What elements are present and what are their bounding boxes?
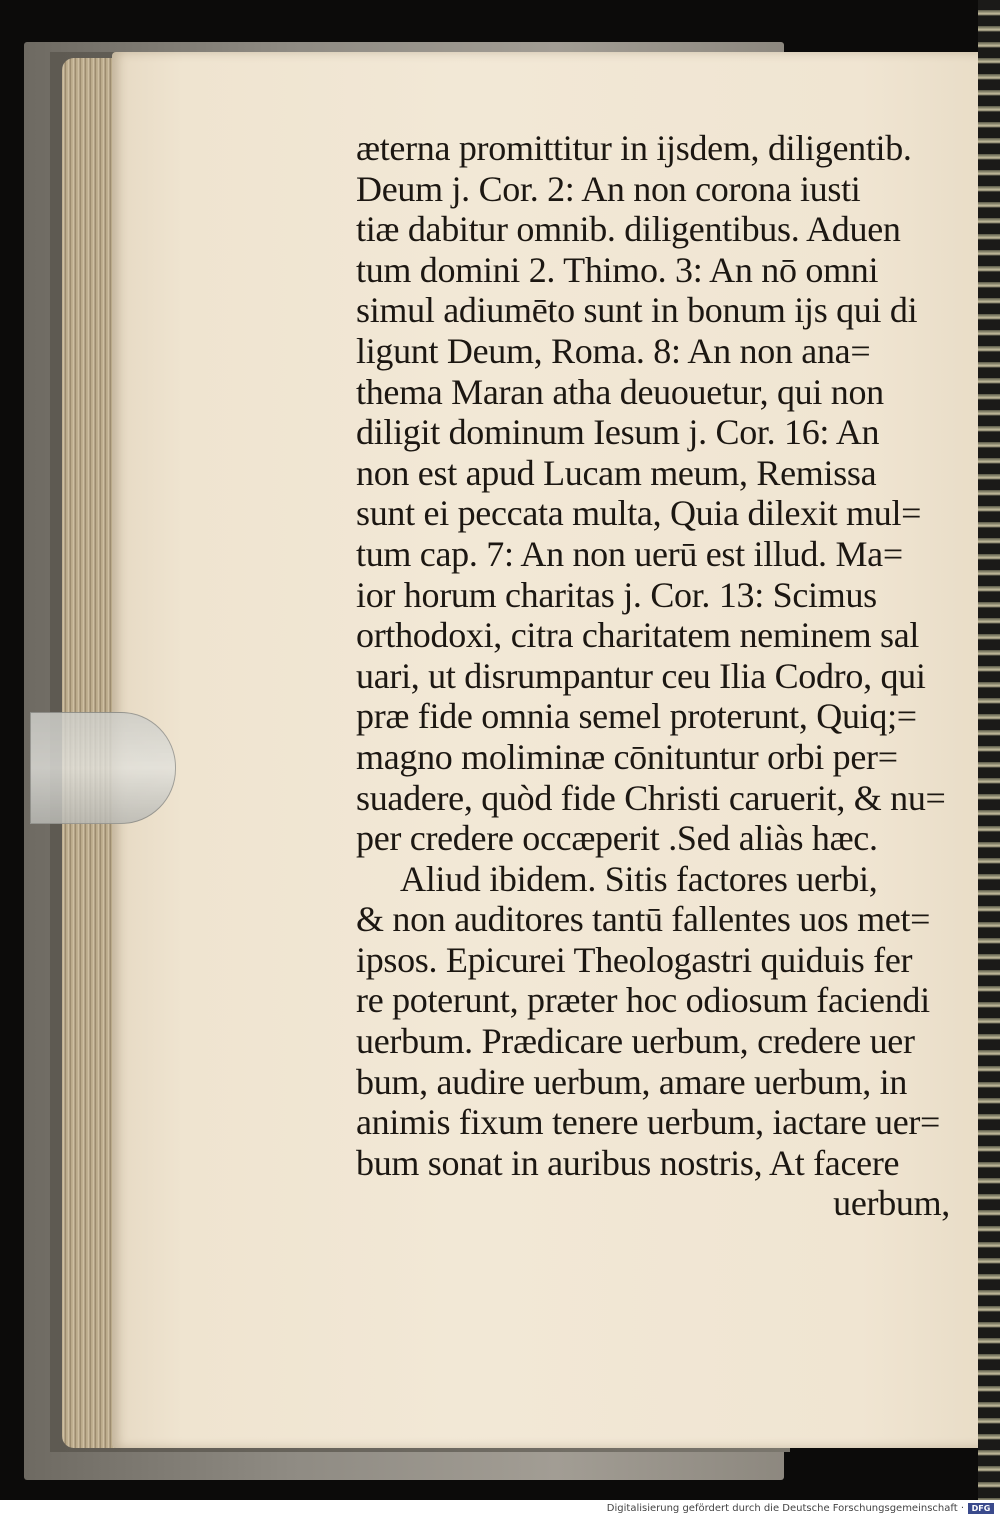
- text-line: tiæ dabitur omnib. diligentibus. Aduen: [356, 209, 901, 250]
- text-line: diligit dominum Iesum j. Cor. 16: An: [356, 412, 880, 453]
- text-line: præ fide omnia semel proterunt, Quiq;=: [356, 696, 917, 737]
- text-line: non est apud Lucam meum, Remissa: [356, 452, 877, 493]
- text-line: per credere occæperit .Sed aliàs hæc.: [356, 818, 878, 859]
- page-clip: [30, 712, 176, 824]
- footer-bar: [0, 1500, 1000, 1517]
- text-line: Deum j. Cor. 2: An non corona iusti: [356, 168, 861, 209]
- text-line: re poterunt, præter hoc odiosum faciendi: [356, 980, 930, 1021]
- text-line: ipsos. Epicurei Theologastri quiduis fer: [356, 939, 913, 980]
- page-text: [356, 128, 956, 1224]
- text-line: magno moliminæ cōnituntur orbi per=: [356, 736, 898, 777]
- text-line: tum domini 2. Thimo. 3: An nō omni: [356, 249, 879, 290]
- text-line: simul adiumēto sunt in bonum ijs qui di: [356, 290, 918, 331]
- dfg-logo: DFG: [968, 1503, 994, 1514]
- funding-credit: Digitalisierung gefördert durch die Deutsche Forschungsgemeinschaft ·: [606, 1503, 964, 1514]
- text-line: orthodoxi, citra charitatem neminem sal: [356, 615, 920, 656]
- text-line: uerbum. Prædicare uerbum, credere uer: [356, 1021, 915, 1062]
- text-line: bum sonat in auribus nostris, At facere: [356, 1142, 900, 1183]
- text-line: ior horum charitas j. Cor. 13: Scimus: [356, 574, 877, 615]
- text-line: thema Maran atha deuouetur, qui non: [356, 371, 884, 412]
- catchword: uerbum,: [833, 1183, 950, 1224]
- text-line: Aliud ibidem. Sitis factores uerbi,: [400, 858, 878, 899]
- text-line: animis fixum tenere uerbum, iactare uer=: [356, 1102, 941, 1143]
- text-line: suadere, quòd fide Christi caruerit, & nu=: [356, 777, 946, 818]
- text-line: tum cap. 7: An non uerū est illud. Ma=: [356, 533, 903, 574]
- binding-strip: [978, 0, 1000, 1500]
- text-line: bum, audire uerbum, amare uerbum, in: [356, 1061, 908, 1102]
- text-line: & non auditores tantū fallentes uos met=: [356, 899, 931, 940]
- text-line: æterna promittitur in ijsdem, diligentib.: [356, 128, 912, 168]
- text-line: ligunt Deum, Roma. 8: An non ana=: [356, 330, 871, 371]
- text-line: uari, ut disrumpantur ceu Ilia Codro, qui: [356, 655, 926, 696]
- text-line: sunt ei peccata multa, Quia dilexit mul=: [356, 493, 922, 534]
